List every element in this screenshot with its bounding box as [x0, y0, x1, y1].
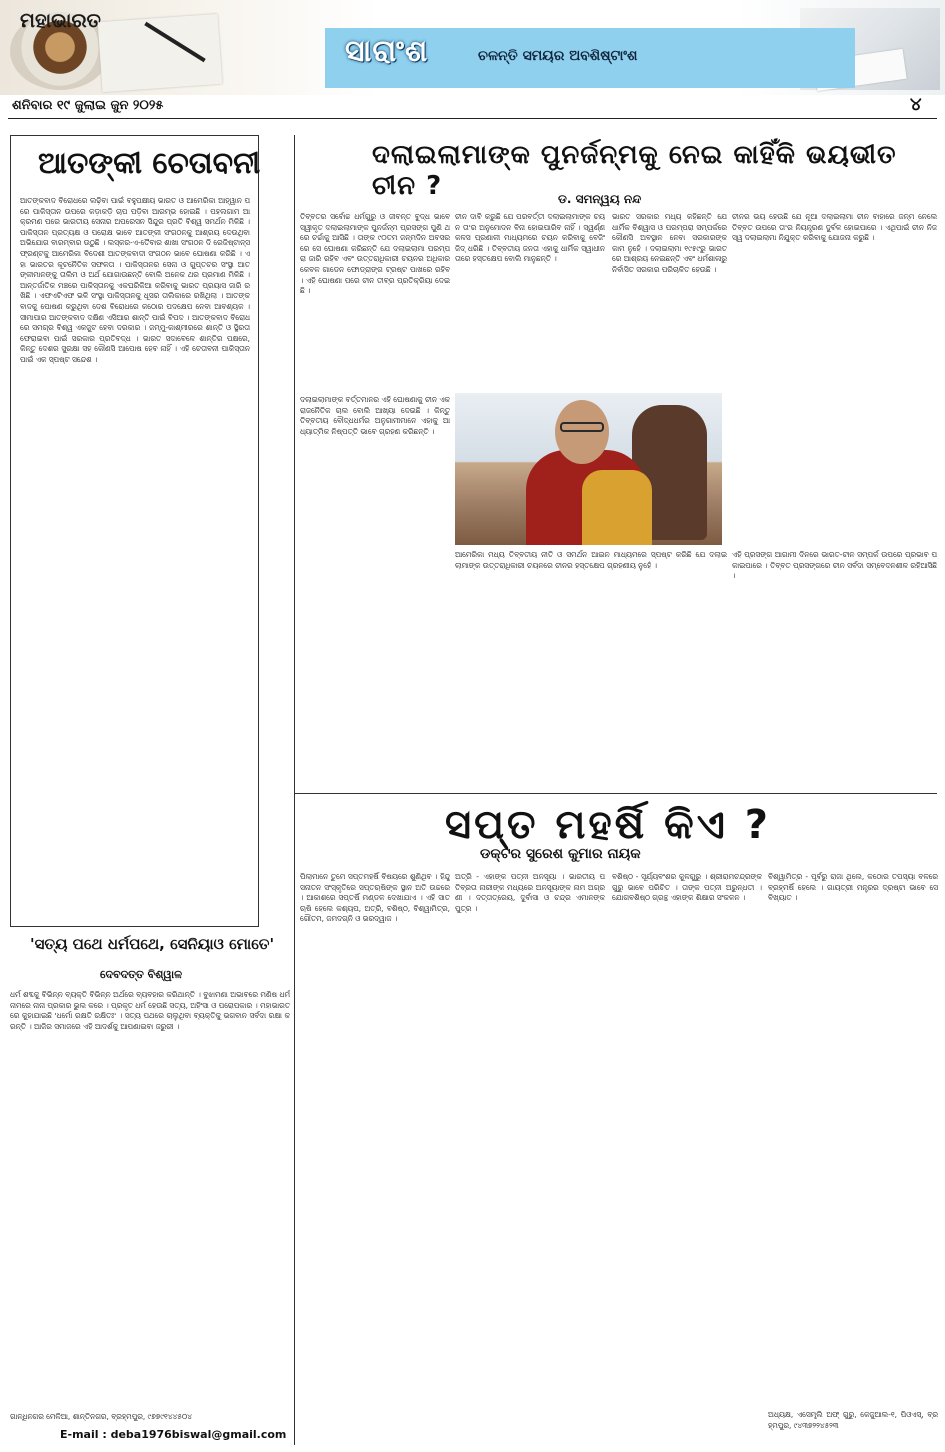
main-article-col-3: ଭାରତ ସରକାର ମଧ୍ୟ କହିଛନ୍ତି ଯେ ଧାର୍ମିକ ବିଶ୍ୱାସ ଓ ପରମ୍ପରା ସମ୍ପର୍କରେ କୌଣସି ଅବସ୍ଥାନ ନେବା ସରକାରଙ୍କ କାମ ନୁହେଁ । ଦଲାଇଲାମା ୧୯୫୯ରୁ ଭାରତରେ ଆଶ୍ରୟ ନେଇଛନ୍ତି ଏବଂ ଧର୍ମଶାଳାରୁ ନିର୍ବାସିତ ସରକାର ପରିଚାଳିତ ହେଉଛି ।: [612, 212, 727, 274]
section-divider: [295, 793, 937, 794]
second-article-col-4: ବିଶ୍ୱାମିତ୍ର - ପୂର୍ବରୁ ରାଜା ଥିଲେ, କଠୋର ତପସ୍ୟା ବଳରେ ବ୍ରହ୍ମର୍ଷି ହେଲେ । ଗାୟତ୍ରୀ ମନ୍ତ୍ରର ଦ୍ରଷ୍ଟା ଭାବେ ସେ ବିଖ୍ୟାତ ।: [768, 872, 938, 903]
left-article-headline: ଆତଙ୍କୀ ଚେତାବନୀ: [38, 146, 261, 181]
robe-shape: [582, 470, 652, 545]
main-article-lower-right: ଏହି ପ୍ରସଙ୍ଗ ଆଗାମୀ ଦିନରେ ଭାରତ-ଚୀନ ସମ୍ପର୍କ ଉପରେ ପ୍ରଭାବ ପକାଇପାରେ । ତିବ୍ବତ ପ୍ରସଙ୍ଗରେ ଚୀନ ସର୍ବଦା ସମ୍ବେଦନଶୀଳ ରହିଆସିଛି ।: [732, 550, 937, 581]
main-article-lower-mid: ଆମେରିକା ମଧ୍ୟ ତିବ୍ବତୀୟ ନୀତି ଓ ସମର୍ଥନ ଆଇନ ମାଧ୍ୟମରେ ସ୍ପଷ୍ଟ କରିଛି ଯେ ଦଲାଇଲାମାଙ୍କ ଉତ୍ତରାଧିକାରୀ ଚୟନରେ ଚୀନର ହସ୍ତକ୍ଷେପ ଗ୍ରହଣୀୟ ନୁହେଁ ।: [455, 550, 727, 570]
newspaper-logo: ମହାଭାରତ: [20, 8, 101, 32]
author-email[interactable]: E-mail : deba1976biswal@gmail.com: [60, 1428, 287, 1441]
column-divider: [294, 135, 295, 1445]
second-article-col-1: ପିଲାମାନେ ତୁମେ ସପ୍ତମହର୍ଷି ବିଷୟରେ ଶୁଣିଥିବ । ହିନ୍ଦୁ ସନାତନ ସଂସ୍କୃତିରେ ସପ୍ତଋଷିଙ୍କ ସ୍ଥାନ ଅତି ଉଚ୍ଚରେ । ଆକାଶରେ ସପ୍ତର୍ଷି ମଣ୍ଡଳ ଦେଖାଯାଏ । ଏହି ସାତ ଋଷି ହେଲେ କଶ୍ୟପ, ଅତ୍ରି, ବଶିଷ୍ଠ, ବିଶ୍ୱାମିତ୍ର, ଗୌତମ, ଜମଦଗ୍ନି ଓ ଭରଦ୍ୱାଜ ।: [300, 872, 450, 924]
main-article-col-2: ଚୀନ ଦାବି କରୁଛି ଯେ ପରବର୍ତ୍ତୀ ଦଲାଇଲାମାଙ୍କ ଚୟନ ତା'ର ଅନୁମୋଦନ ବିନା ହୋଇପାରିବ ନାହିଁ । ସ୍ୱର୍ଣ୍ଣ କଳସ ପ୍ରଣାଳୀ ମାଧ୍ୟମରେ ଚୟନ କରିବାକୁ ବେଜିଂ ଜିଦ୍ ଧରିଛି । ତିବ୍ବତୀୟ ଜନତା ଏହାକୁ ଧାର୍ମିକ ସ୍ୱାଧୀନତାରେ ହସ୍ତକ୍ଷେପ ବୋଲି ମାନୁଛନ୍ତି ।: [455, 212, 605, 264]
section-subtitle: ଚଳନ୍ତି ସମୟର ଅବଶିଷ୍ଟାଂଶ: [478, 48, 638, 64]
notebook-image: [98, 14, 223, 92]
page-number: ୪: [910, 94, 922, 115]
left-article-2-address: ଗାନ୍ଧିନଗର ମେଳିଆ, ଶାନ୍ତିନଗର, ବ୍ରହ୍ମପୁର, ୯୭୭୯୧୪୪୫୦୪: [10, 1412, 192, 1421]
second-article-headline: ସପ୍ତ ମହର୍ଷି କିଏ ?: [445, 802, 771, 848]
left-article-2-body: ଧର୍ମ ଶବ୍ଦକୁ ବିଭିନ୍ନ ବ୍ୟକ୍ତି ବିଭିନ୍ନ ଅର୍ଥରେ ବ୍ୟବହାର କରିଥାନ୍ତି । ବୁଝାମଣା ଅଭାବରେ ମଣିଷ ଧର୍ମ ନାମରେ ନାନା ପ୍ରକାର ଭୁଲ କରେ । ପ୍ରକୃତ ଧର୍ମ ହେଉଛି ସତ୍ୟ, ଅହିଂସା ଓ ପରୋପକାର । ମହାଭାରତରେ କୁହାଯାଇଛି 'ଧର୍ମୋ ରକ୍ଷତି ରକ୍ଷିତଃ' । ସତ୍ୟ ପଥରେ ଚାଲୁଥିବା ବ୍ୟକ୍ତିକୁ ଭଗବାନ ସର୍ବଦା ରକ୍ଷା କରନ୍ତି । ଆଜିର ସମାଜରେ ଏହି ଆଦର୍ଶକୁ ଆପଣାଇବା ଜରୁରୀ ।: [10, 990, 290, 1031]
main-article-col-4: ଚୀନର ଭୟ ହେଉଛି ଯେ ନୂଆ ଦଲାଇଲାମା ଚୀନ ବାହାରେ ଜନ୍ମ ନେଲେ ତିବ୍ବତ ଉପରେ ତା'ର ନିୟନ୍ତ୍ରଣ ଦୁର୍ବଳ ହୋଇପାରେ । ଏଥିପାଇଁ ଚୀନ ନିଜସ୍ୱ ଦଲାଇଲାମା ନିଯୁକ୍ତ କରିବାକୁ ଯୋଜନା କରୁଛି ।: [732, 212, 937, 243]
main-article-byline: ଡ. ସମନ୍ୱୟ ନନ୍ଦ: [558, 192, 642, 206]
second-article-col-3: ବଶିଷ୍ଠ - ସୂର୍ଯ୍ୟବଂଶର କୁଳଗୁରୁ । ଶ୍ରୀରାମଚନ୍ଦ୍ରଙ୍କ ଗୁରୁ ଭାବେ ପରିଚିତ । ତାଙ୍କ ପତ୍ନୀ ଅରୁନ୍ଧତୀ । ଯୋଗବଶିଷ୍ଠ ଗ୍ରନ୍ଥ ଏହାଙ୍କ ଶିକ୍ଷାର ସଂକଳନ ।: [612, 872, 762, 903]
second-article-author-note: ଅଧ୍ୟକ୍ଷ, ଏସେମ୍ବ୍ଲି ଅଫ୍ ଗୁରୁ, କେଜୁଆଲ-୧, ପିଓଏସ୍, ବ୍ରହ୍ମପୁର, ୯୪୩୭୨୨୪୫୨୩: [768, 1410, 938, 1430]
glasses-shape: [560, 422, 604, 432]
left-article-2-byline: ଦେବଦତ୍ତ ବିଶ୍ୱାଳ: [100, 968, 183, 981]
issue-date: ଶନିବାର ୧୯ ଜୁଲାଇ ଜୁନ ୨୦୨୫: [12, 98, 164, 113]
section-title: ସାରାଂଶ: [345, 34, 429, 69]
face-shape: [555, 400, 609, 464]
main-article-headline: ଦଲାଇଲାମାଙ୍କ ପୁନର୍ଜନ୍ମକୁ ନେଇ କାହିଁକି ଭୟଭୀତ ଚୀନ ?: [372, 140, 897, 201]
left-article-body: ଆତଙ୍କବାଦ ବିରୋଧରେ ଲଢ଼ିବା ପାଇଁ ବହୁପକ୍ଷୀୟ ଭାରତ ଓ ଆମେରିକା ଆହ୍ୱାନ ପରେ ପାକିସ୍ତାନ ଉପରେ କଡ଼ାକଡ଼ି ଚାପ ପଡ଼ିବା ଆରମ୍ଭ ହୋଇଛି । ପହଲଗାମ ଆକ୍ରମଣ ପରେ ଭାରତୀୟ ସେନାର ଅପରେସନ ସିନ୍ଦୁର ପ୍ରତି ବିଶ୍ୱ ସମର୍ଥନ ମିଳିଛି । ପାକିସ୍ତାନ ପ୍ରତ୍ୟକ୍ଷ ଓ ପରୋକ୍ଷ ଭାବେ ଆତଙ୍କୀ ସଂଗଠନକୁ ଆଶ୍ରୟ ଦେଉଥିବା ଅଭିଯୋଗ ବାରମ୍ବାର ଉଠୁଛି । ଲସ୍କର-ଏ-ତୈବାର ଶାଖା ସଂଗଠନ ଦି ରେଜିଷ୍ଟାନ୍ସ ଫ୍ରଣ୍ଟକୁ ଆମେରିକା ବିଦେଶୀ ଆତଙ୍କବାଦୀ ସଂଗଠନ ଭାବେ ଘୋଷଣା କରିଛି । ଏହା ଭାରତର କୂଟନୈତିକ ସଫଳତା । ପାକିସ୍ତାନର ସେନା ଓ ଗୁପ୍ତଚର ସଂସ୍ଥା ଆତଙ୍କୀମାନଙ୍କୁ ତାଲିମ ଓ ଅର୍ଥ ଯୋଗାଉଛନ୍ତି ବୋଲି ଅନେକ ଥର ପ୍ରମାଣ ମିଳିଛି । ଆନ୍ତର୍ଜାତିକ ମଞ୍ଚରେ ପାକିସ୍ତାନକୁ ଏକଘରିକିଆ କରିବାକୁ ଭାରତ ପ୍ରୟାସ ଜାରି ରଖିଛି । ଏଫଏଟିଏଫ ଭଳି ସଂସ୍ଥା ପାକିସ୍ତାନକୁ ଧୂସର ତାଲିକାରେ ରଖିଥିଲା । ଆତଙ୍କବାଦକୁ ପୋଷଣ କରୁଥିବା ଦେଶ ବିରୋଧରେ କଠୋର ପଦକ୍ଷେପ ନେବା ଆବଶ୍ୟକ । ସୀମାପାର ଆତଙ୍କବାଦ ଦକ୍ଷିଣ ଏସିଆର ଶାନ୍ତି ପାଇଁ ବିପଦ । ଆତଙ୍କବାଦ ବିରୋଧରେ ସମଗ୍ର ବିଶ୍ୱ ଏକଜୁଟ ହେବା ଦରକାର । ଜମ୍ମୁ-କାଶ୍ମୀରରେ ଶାନ୍ତି ଓ ସ୍ଥିରତା ଫେରାଇବା ପାଇଁ ସରକାର ପ୍ରତିବଦ୍ଧ । ଭାରତ ସଦାବେଳେ ଶାନ୍ତିର ପକ୍ଷରେ, କିନ୍ତୁ ଦେଶର ସୁରକ୍ଷା ସହ କୌଣସି ଆପୋଷ ହେବ ନାହିଁ । ଏହି ଚେତାବନୀ ପାକିସ୍ତାନ ପାଇଁ ଏକ ସ୍ପଷ୍ଟ ସନ୍ଦେଶ ।: [20, 196, 250, 364]
second-article-col-2: ଅତ୍ରି - ଏହାଙ୍କ ପତ୍ନୀ ଅନସୂୟା । ଭାରତୀୟ ପତିବ୍ରତା ନାରୀଙ୍କ ମଧ୍ୟରେ ଅନସୂୟାଙ୍କ ନାମ ଅଗ୍ରଣୀ । ଦତ୍ତାତ୍ରେୟ, ଦୁର୍ବାସା ଓ ଚନ୍ଦ୍ର ଏମାନଙ୍କ ପୁତ୍ର ।: [455, 872, 605, 913]
main-article-col-1b: ଦଲାଇଲାମାଙ୍କ ବର୍ତ୍ତମାନର ଏହି ଘୋଷଣାକୁ ଚୀନ ଏକ ରାଜନୈତିକ ଚାଲ ବୋଲି ଆଖ୍ୟା ଦେଇଛି । କିନ୍ତୁ ତିବ୍ବତୀୟ ବୌଦ୍ଧଧର୍ମର ଅନୁଗାମୀମାନେ ଏହାକୁ ଆଧ୍ୟାତ୍ମିକ ନିଷ୍ପତ୍ତି ଭାବେ ଗ୍ରହଣ କରିଛନ୍ତି ।: [300, 395, 450, 436]
second-article-byline: ଡକ୍ଟର ସୁରେଶ କୁମାର ନାୟକ: [480, 846, 641, 862]
left-article-2-headline: 'ସତ୍ୟ ପଥେ ଧର୍ମପଥେ, ସେନିୟାଓ ମୋତେ': [30, 935, 275, 953]
main-article-col-1: ତିବ୍ବତର ସର୍ବୋଚ୍ଚ ଧର୍ମଗୁରୁ ଓ ଜୀବନ୍ତ ବୁଦ୍ଧ ଭାବେ ସ୍ୱୀକୃତ ଦଲାଇଲାମାଙ୍କ ପୁନର୍ଜନ୍ମ ପ୍ରସଙ୍ଗ ପୁଣି ଥରେ ଚର୍ଚ୍ଚାକୁ ଆସିଛି । ତାଙ୍କ ୯୦ତମ ଜନ୍ମଦିନ ଅବସରରେ ସେ ଘୋଷଣା କରିଛନ୍ତି ଯେ ଦଲାଇଲାମା ପରମ୍ପରା ଜାରି ରହିବ ଏବଂ ଉତ୍ତରାଧିକାରୀ ଚୟନର ଅଧିକାର କେବଳ ଗାଡେନ ଫୋଡ୍ରାଙ୍ଗ ଟ୍ରଷ୍ଟ ପାଖରେ ରହିବ । ଏହି ଘୋଷଣା ପରେ ଚୀନ ତୀବ୍ର ପ୍ରତିକ୍ରିୟା ଦେଇଛି ।: [300, 212, 450, 296]
